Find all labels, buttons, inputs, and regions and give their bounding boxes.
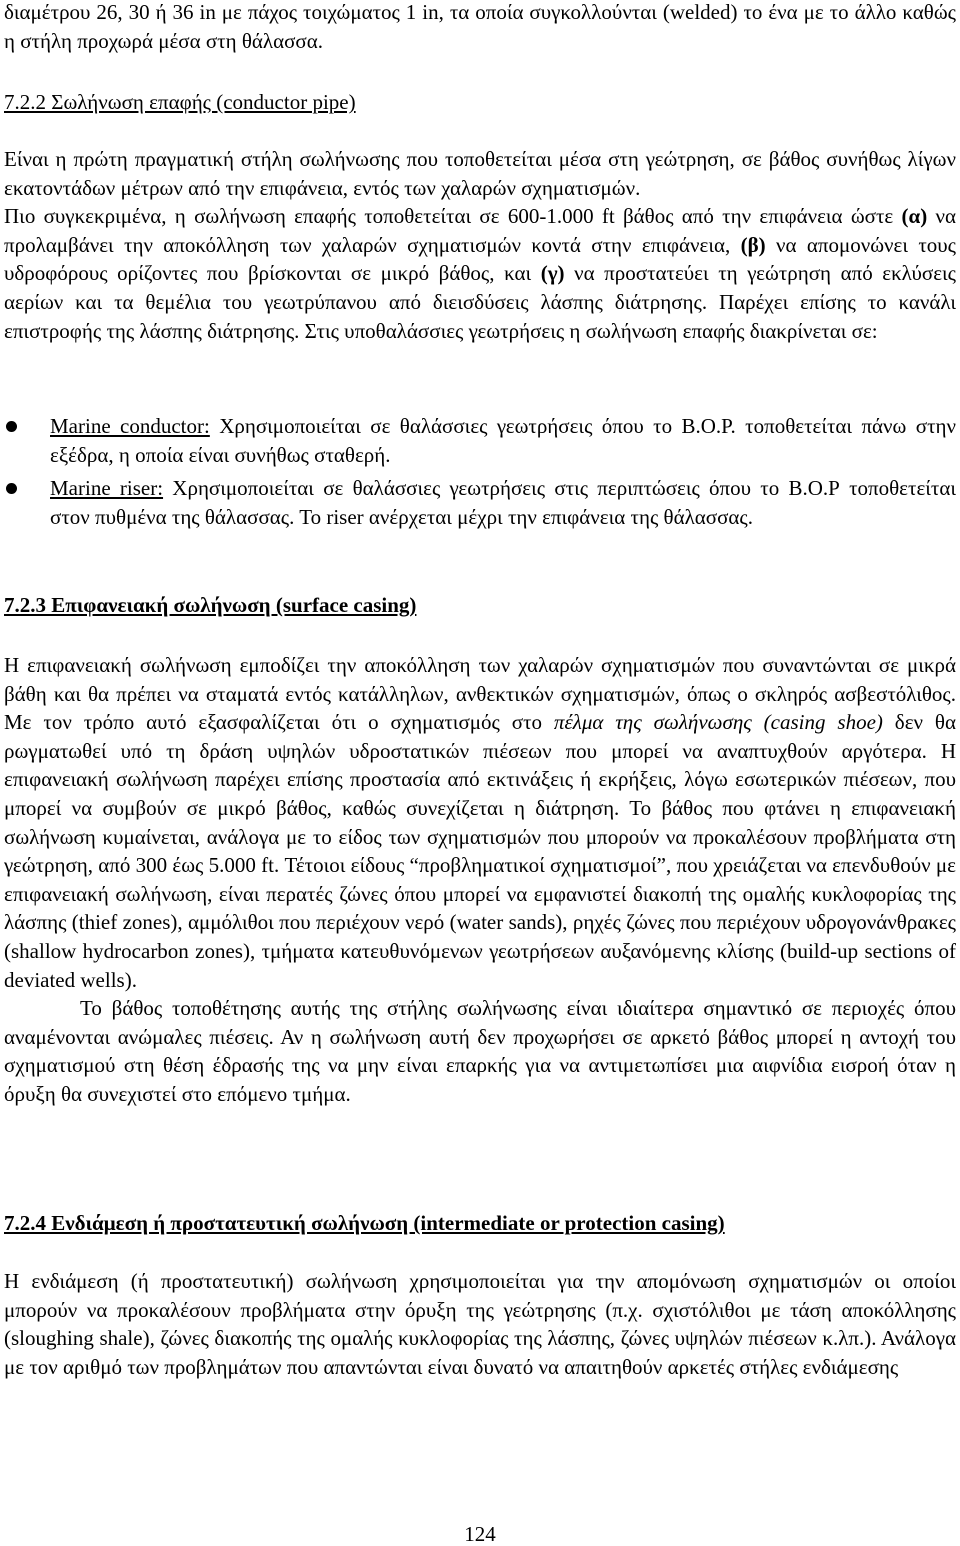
paragraph: Πιο συγκεκριμένα, η σωλήνωση επαφής τοποθετείται σε 600-1.000 ft βάθος από την επιφάνεια ώστε (α) να προλαμβάνει την αποκόλληση των χαλαρών σχηματισμών κοντά στην επιφάνεια, (β) να απομονώνει τους υδροφόρους ορίζοντες που βρίσκονται σε μικρό βάθος, και (γ) να προστατεύει τη γεώτρηση από εκλύσεις αερίων και τα θεμέλια του γεωτρύπανου από διεισδύσεις λάσπης διάτρησης. Παρέχει επίσης το κανάλι επιστροφής της λάσπης διάτρησης. Στις υποθαλάσσιες γεωτρήσεις η σωλήνωση επαφής διακρίνεται σε: bbox=[4, 204, 956, 343]
list-item: Marine conductor: Χρησιμοποιείται σε θαλάσσιες γεωτρήσεις όπου το Β.Ο.Ρ. τοποθετείται πάνω στην εξέδρα, η οποία είναι συνήθως σταθερή. bbox=[4, 412, 956, 469]
section-heading-7-2-2: 7.2.2 Σωλήνωση επαφής (conductor pipe) bbox=[4, 90, 356, 114]
list-item: Marine riser: Χρησιμοποιείται σε θαλάσσιες γεωτρήσεις στις περιπτώσεις όπου το Β.Ο.Ρ τοποθετείται στον πυθμένα της θάλασσας. Το riser ανέρχεται μέχρι την επιφάνεια της θάλασσας. bbox=[4, 474, 956, 531]
section-heading-7-2-4: 7.2.4 Ενδιάμεση ή προστατευτική σωλήνωση (intermediate or protection casing) bbox=[4, 1211, 725, 1235]
section-7-2-2-body bbox=[4, 145, 956, 345]
item-marker-b: (β) bbox=[740, 232, 766, 257]
continuation-paragraph: διαμέτρου 26, 30 ή 36 in με πάχος τοιχώματος 1 in, τα οποία συγκολλούνται (welded) το ένα με το άλλο καθώς η στήλη προχωρά μέσα στη θάλασσα. bbox=[4, 0, 956, 53]
bullet-icon bbox=[6, 421, 17, 432]
page-number: 124 bbox=[464, 1522, 496, 1546]
paragraph: Η επιφανειακή σωλήνωση εμποδίζει την αποκόλληση των χαλαρών σχηματισμών που συναντώνται σε μικρά βάθη και θα πρέπει να σταματά εντός κατάλληλων, ανθεκτικών σχηματισμών, όπως ο σκληρός ασβεστόλιθος. Με τον τρόπο αυτό εξασφαλίζεται ότι ο σχηματισμός στο πέλμα της σωλήνωσης (casing shoe) δεν θα ρωγματωθεί υπό τη δράση υψηλών υδροστατικών πιέσεων που μπορεί να αναπτυχθούν αργότερα. Η επιφανειακή σωλήνωση παρέχει επίσης προστασία από εκτινάξεις ή εκρήξεις, λόγω εσωτερικών πιέσεων, που μπορεί να συμβούν σε μικρό βάθος, καθώς συνεχίζεται η διάτρηση. Το βάθος που φτάνει η επιφανειακή σωλήνωση κυμαίνεται, ανάλογα με το είδος των σχηματισμών που μπορούν να προκαλέσουν προβλήματα στη γεώτρηση, από 300 έως 5.000 ft. Τέτοιοι είδους “προβληματικοί σχηματισμοί”, που χρειάζεται να επενδυθούν με επιφανειακή σωλήνωση, είναι περατές ζώνες όπου μπορεί να εμφανιστεί διακοπή της ομαλής κυκλοφορίας της λάσπης (thief zones), αμμόλιθοι που περιέχουν νερό (water sands), ρηχές ζώνες που περιέχουν υδρογονάνθρακες (shallow hydrocarbon zones), τμήματα κατευθυνόμενων γεωτρήσεων αυξανόμενης κλίσης (build-up sections of deviated wells). bbox=[4, 653, 956, 992]
item-marker-c: (γ) bbox=[540, 261, 565, 286]
paragraph: Είναι η πρώτη πραγματική στήλη σωλήνωσης που τοποθετείται μέσα στη γεώτρηση, σε βάθος συνήθως λίγων εκατοντάδων μέτρων από την επιφάνεια, εντός των χαλαρών σχηματισμών. bbox=[4, 147, 956, 200]
bullet-list bbox=[4, 412, 956, 531]
paragraph: Το βάθος τοποθέτησης αυτής της στήλης σωλήνωσης είναι ιδιαίτερα σημαντικό σε περιοχές όπου αναμένονται ανώμαλες πιέσεις. Αν η σωλήνωση αυτή δεν προχωρήσει σε αρκετό βάθος μπορεί η αντοχή του σχηματισμού στη θέση έδρασής της να μην είναι επαρκής για να αντιμετωπίσει μια αιφνίδια εισροή όταν η όρυξη θα συνεχιστεί στο επόμενο τμήμα. bbox=[4, 996, 956, 1106]
section-heading-7-2-3: 7.2.3 Επιφανειακή σωλήνωση (surface casing) bbox=[4, 593, 417, 617]
bullet-icon bbox=[6, 483, 17, 494]
paragraph: Η ενδιάμεση (ή προστατευτική) σωλήνωση χρησιμοποιείται για την απομόνωση σχηματισμών οι οποίοι μπορούν να προκαλέσουν προβλήματα στην όρυξη της γεώτρησης (π.χ. σχιστόλιθοι με τάση αποκόλλησης (sloughing shale), ζώνες διακοπής της ομαλής κυκλοφορίας της λάσπης, ζώνες υψηλών πιέσεων κ.λπ.). Ανάλογα με τον αριθμό των προβλημάτων που απαντώνται είναι δυνατό να απαιτηθούν αρκετές στήλες ενδιάμεσης bbox=[4, 1269, 956, 1379]
item-marker-a: (α) bbox=[901, 204, 928, 229]
section-7-2-4-body bbox=[4, 1267, 956, 1381]
section-7-2-3-body bbox=[4, 651, 956, 1109]
